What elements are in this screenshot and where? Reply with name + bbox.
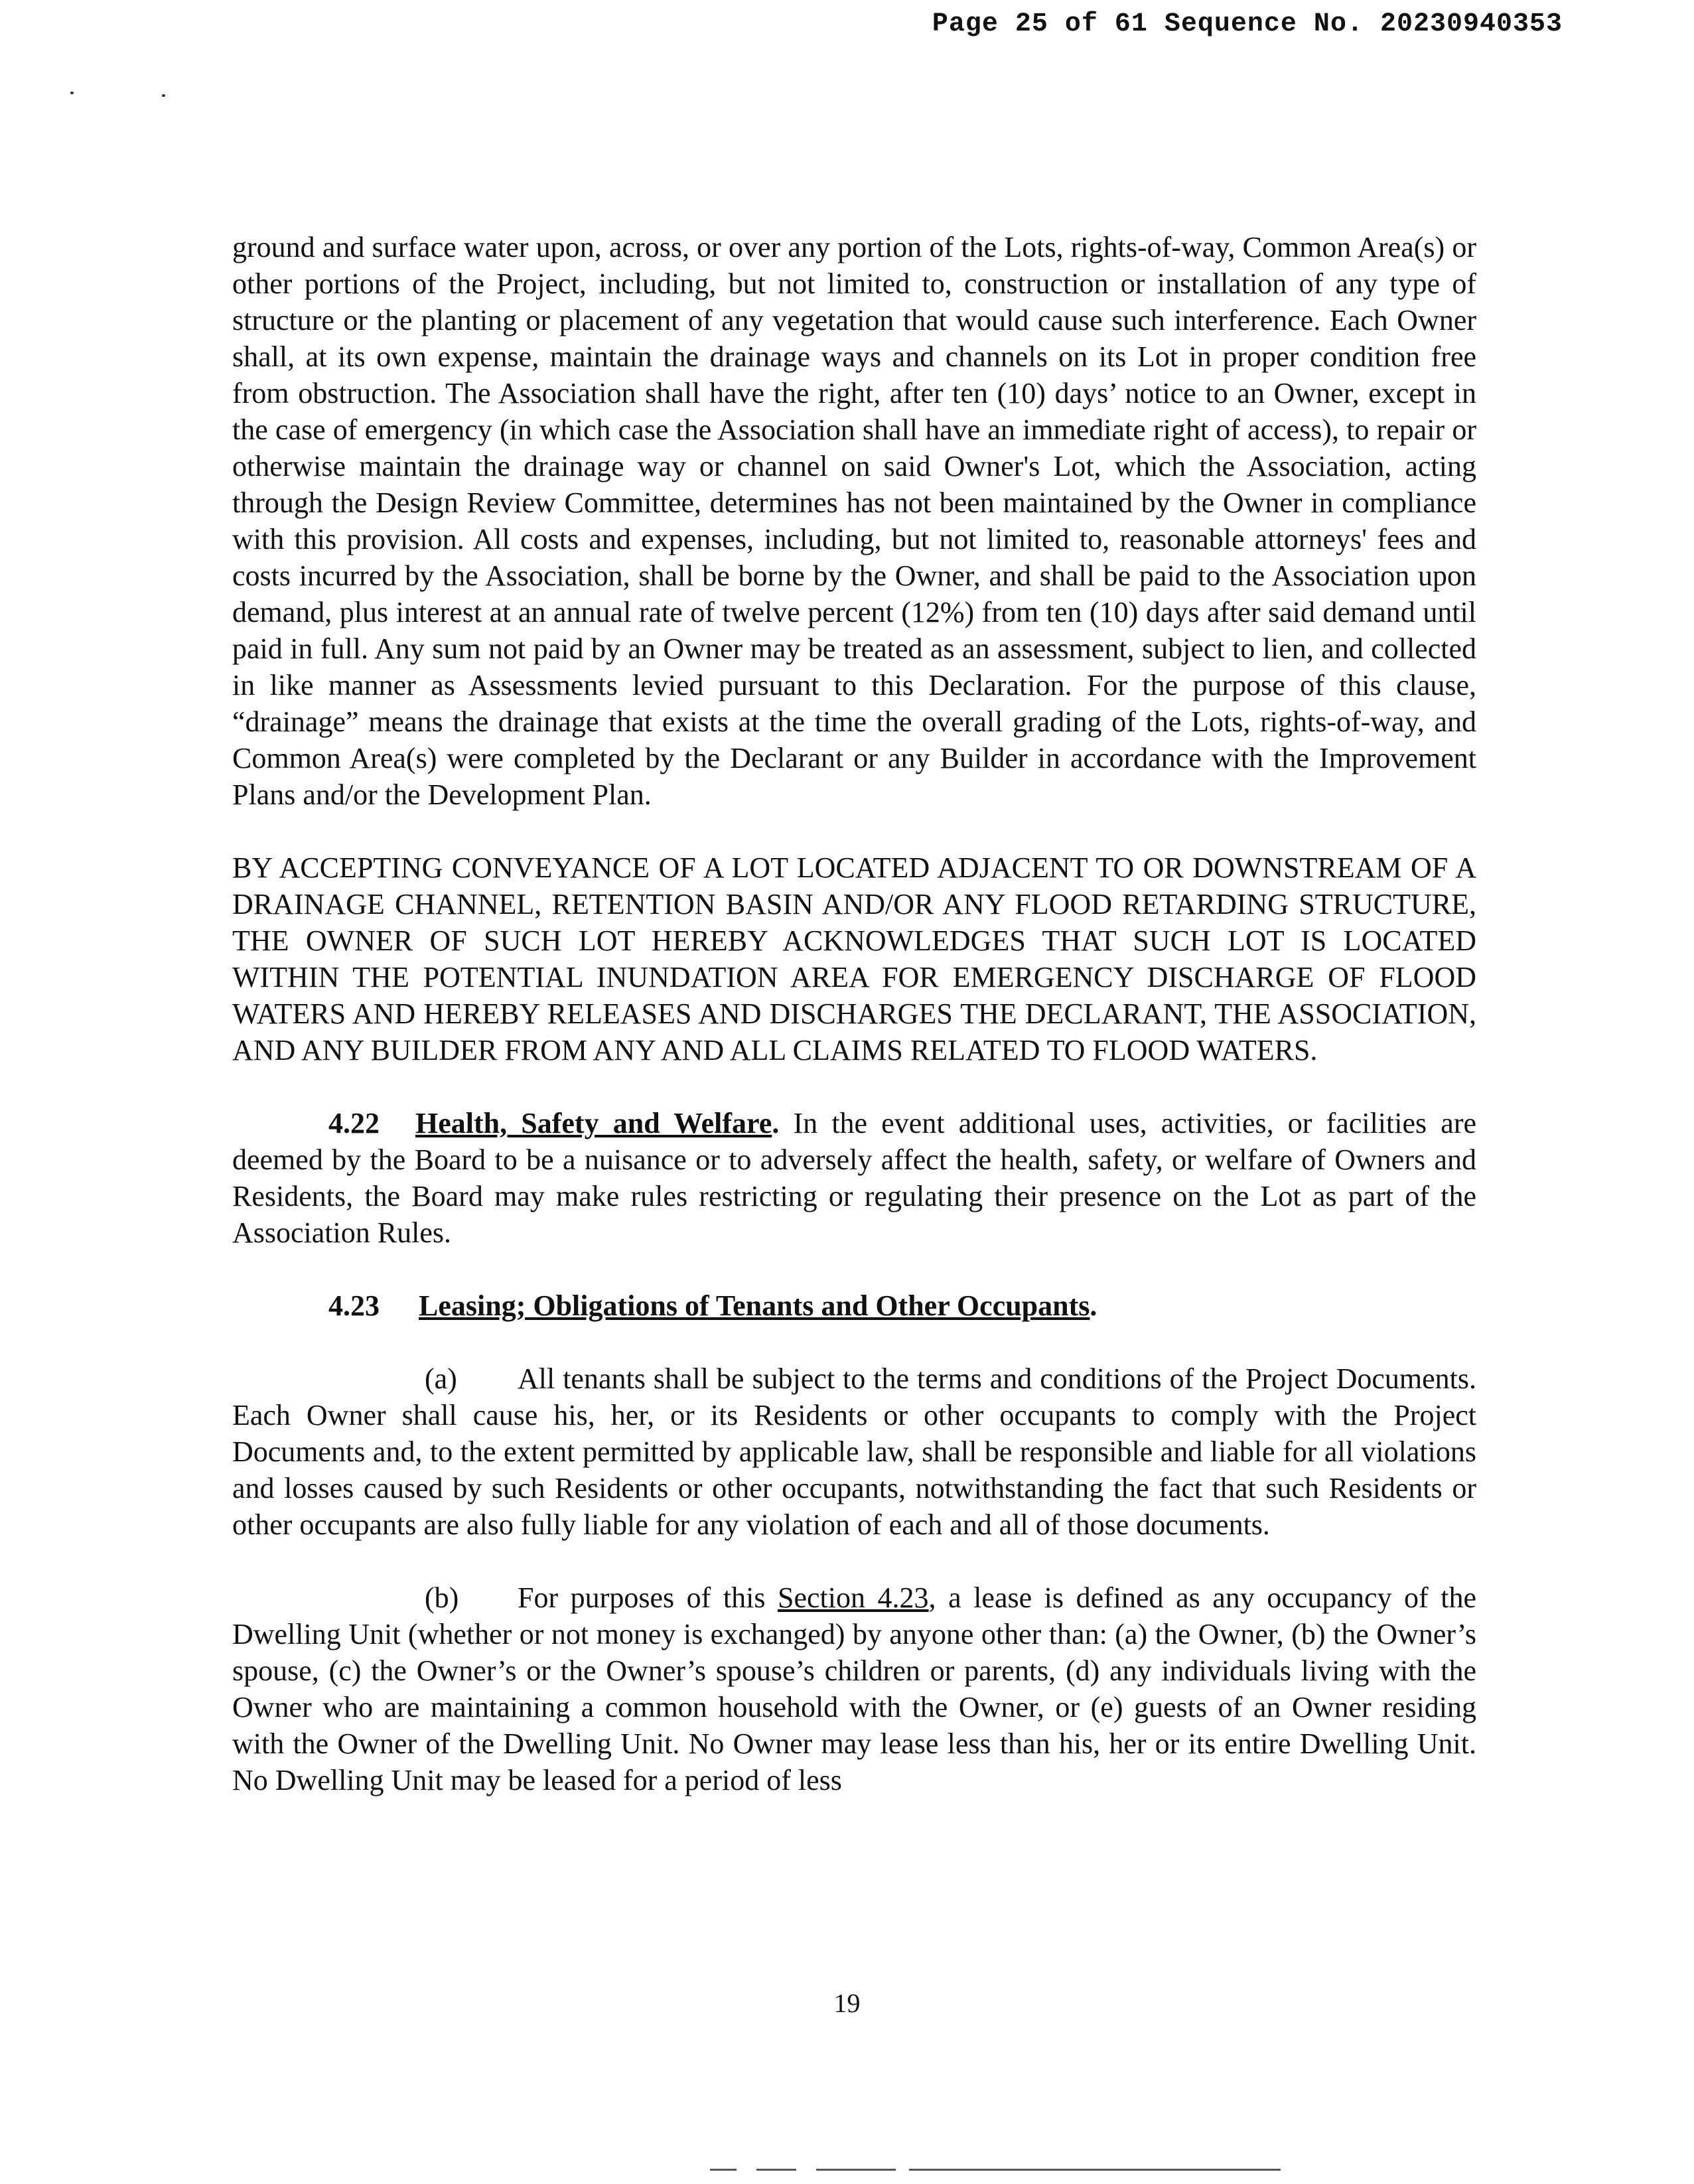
section-4-22 — [232, 1105, 1476, 1251]
scan-footer-marks — [710, 2169, 1281, 2174]
section-text: In the event additional uses, activities, or facilities are deemed by the Board to be a nuisance or to adversely affect the health, safety, or welfare of Owners and Residents, the Board may make rules restricting or regulating their presence on the Lot as part of the Association Rules. — [232, 1107, 1477, 1249]
section-title-period: . — [772, 1107, 780, 1139]
subsection-label: (a) — [425, 1362, 457, 1395]
scan-speck — [70, 92, 74, 94]
scan-mark — [909, 2169, 1281, 2171]
section-title: Leasing; Obligations of Tenants and Other Occupants — [419, 1289, 1090, 1322]
section-4-23-heading — [232, 1287, 1476, 1324]
flood-waiver-paragraph: BY ACCEPTING CONVEYANCE OF A LOT LOCATED ADJACENT TO OR DOWNSTREAM OF A DRAINAGE CHANNEL, RETENTION BASIN AND/OR ANY FLOOD RETARDING STRUCTURE, THE OWNER OF SUCH LOT HEREBY ACKNOWLEDGES THAT SUCH LOT IS LOCATED WITHIN THE POTENTIAL INUNDATION AREA FOR EMERGENCY DISCHARGE OF FLOOD WATERS AND HEREBY RELEASES AND DISCHARGES THE DECLARANT, THE ASSOCIATION, AND ANY BUILDER FROM ANY AND ALL CLAIMS RELATED TO FLOOD WATERS. — [232, 851, 1476, 1066]
document-body — [232, 229, 1476, 1798]
subsection-a — [232, 1360, 1476, 1543]
scan-speck — [162, 94, 165, 97]
page-sequence-header: Page 25 of 61 Sequence No. 20230940353 — [932, 9, 1563, 39]
scan-mark — [756, 2169, 796, 2171]
subsection-text-after: , a lease is defined as any occupancy of the Dwelling Unit (whether or not money is exchanged) by anyone other than: (a) the Owner, (b) the Owner’s spouse, (c) the Owner’s or the Owner’s spouse’s children or parents, (d) any individuals living with the Owner who are maintaining a common household with the Owner, or (e) guests of an Owner residing with the Owner of the Dwelling Unit. No Owner may lease less than his, her or its entire Dwelling Unit. No Dwelling Unit may be leased for a period of less — [232, 1581, 1477, 1796]
subsection-b — [232, 1579, 1476, 1798]
section-number: 4.22 — [328, 1107, 380, 1139]
drainage-paragraph: ground and surface water upon, across, or over any portion of the Lots, rights-of-way, Common Area(s) or other portions of the Project, including, but not limited to, construction or installation of any type of structure or the planting or placement of any vegetation that would cause such interference. Each Owner shall, at its own expense, maintain the drainage ways and channels on its Lot in proper condition free from obstruction. The Association shall have the right, after ten (10) days’ notice to an Owner, except in the case of emergency (in which case the Association shall have an immediate right of access), to repair or otherwise maintain the drainage way or channel on said Owner's Lot, which the Association, acting through the Design Review Committee, determines has not been maintained by the Owner in compliance with this provision. All costs and expenses, including, but not limited to, reasonable attorneys' fees and costs incurred by the Association, shall be borne by the Owner, and shall be paid to the Association upon demand, plus interest at an annual rate of twelve percent (12%) from ten (10) days after said demand until paid in full. Any sum not paid by an Owner may be treated as an assessment, subject to lien, and collected in like manner as Assessments levied pursuant to this Declaration. For the purpose of this clause, “drainage” means the drainage that exists at the time the overall grading of the Lots, rights-of-way, and Common Area(s) were completed by the Declarant or any Builder in accordance with the Improvement Plans and/or the Development Plan. — [232, 231, 1476, 811]
page-number: 19 — [833, 1988, 861, 2018]
scan-mark — [816, 2169, 896, 2171]
subsection-text-before: For purposes of this — [518, 1581, 778, 1614]
scan-mark — [710, 2169, 737, 2171]
section-title-period: . — [1090, 1289, 1097, 1322]
section-reference: Section 4.23 — [778, 1581, 929, 1614]
section-title: Health, Safety and Welfare — [415, 1107, 772, 1139]
subsection-label: (b) — [425, 1581, 459, 1614]
section-number: 4.23 — [328, 1289, 380, 1322]
subsection-text: All tenants shall be subject to the terms and conditions of the Project Documents. Each Owner shall cause his, her, or its Residents or other occupants to comply with the Project Documents and, to the extent permitted by applicable law, shall be responsible and liable for all violations and losses caused by such Residents or other occupants, notwithstanding the fact that such Residents or other occupants are also fully liable for any violation of each and all of those documents. — [232, 1362, 1476, 1541]
